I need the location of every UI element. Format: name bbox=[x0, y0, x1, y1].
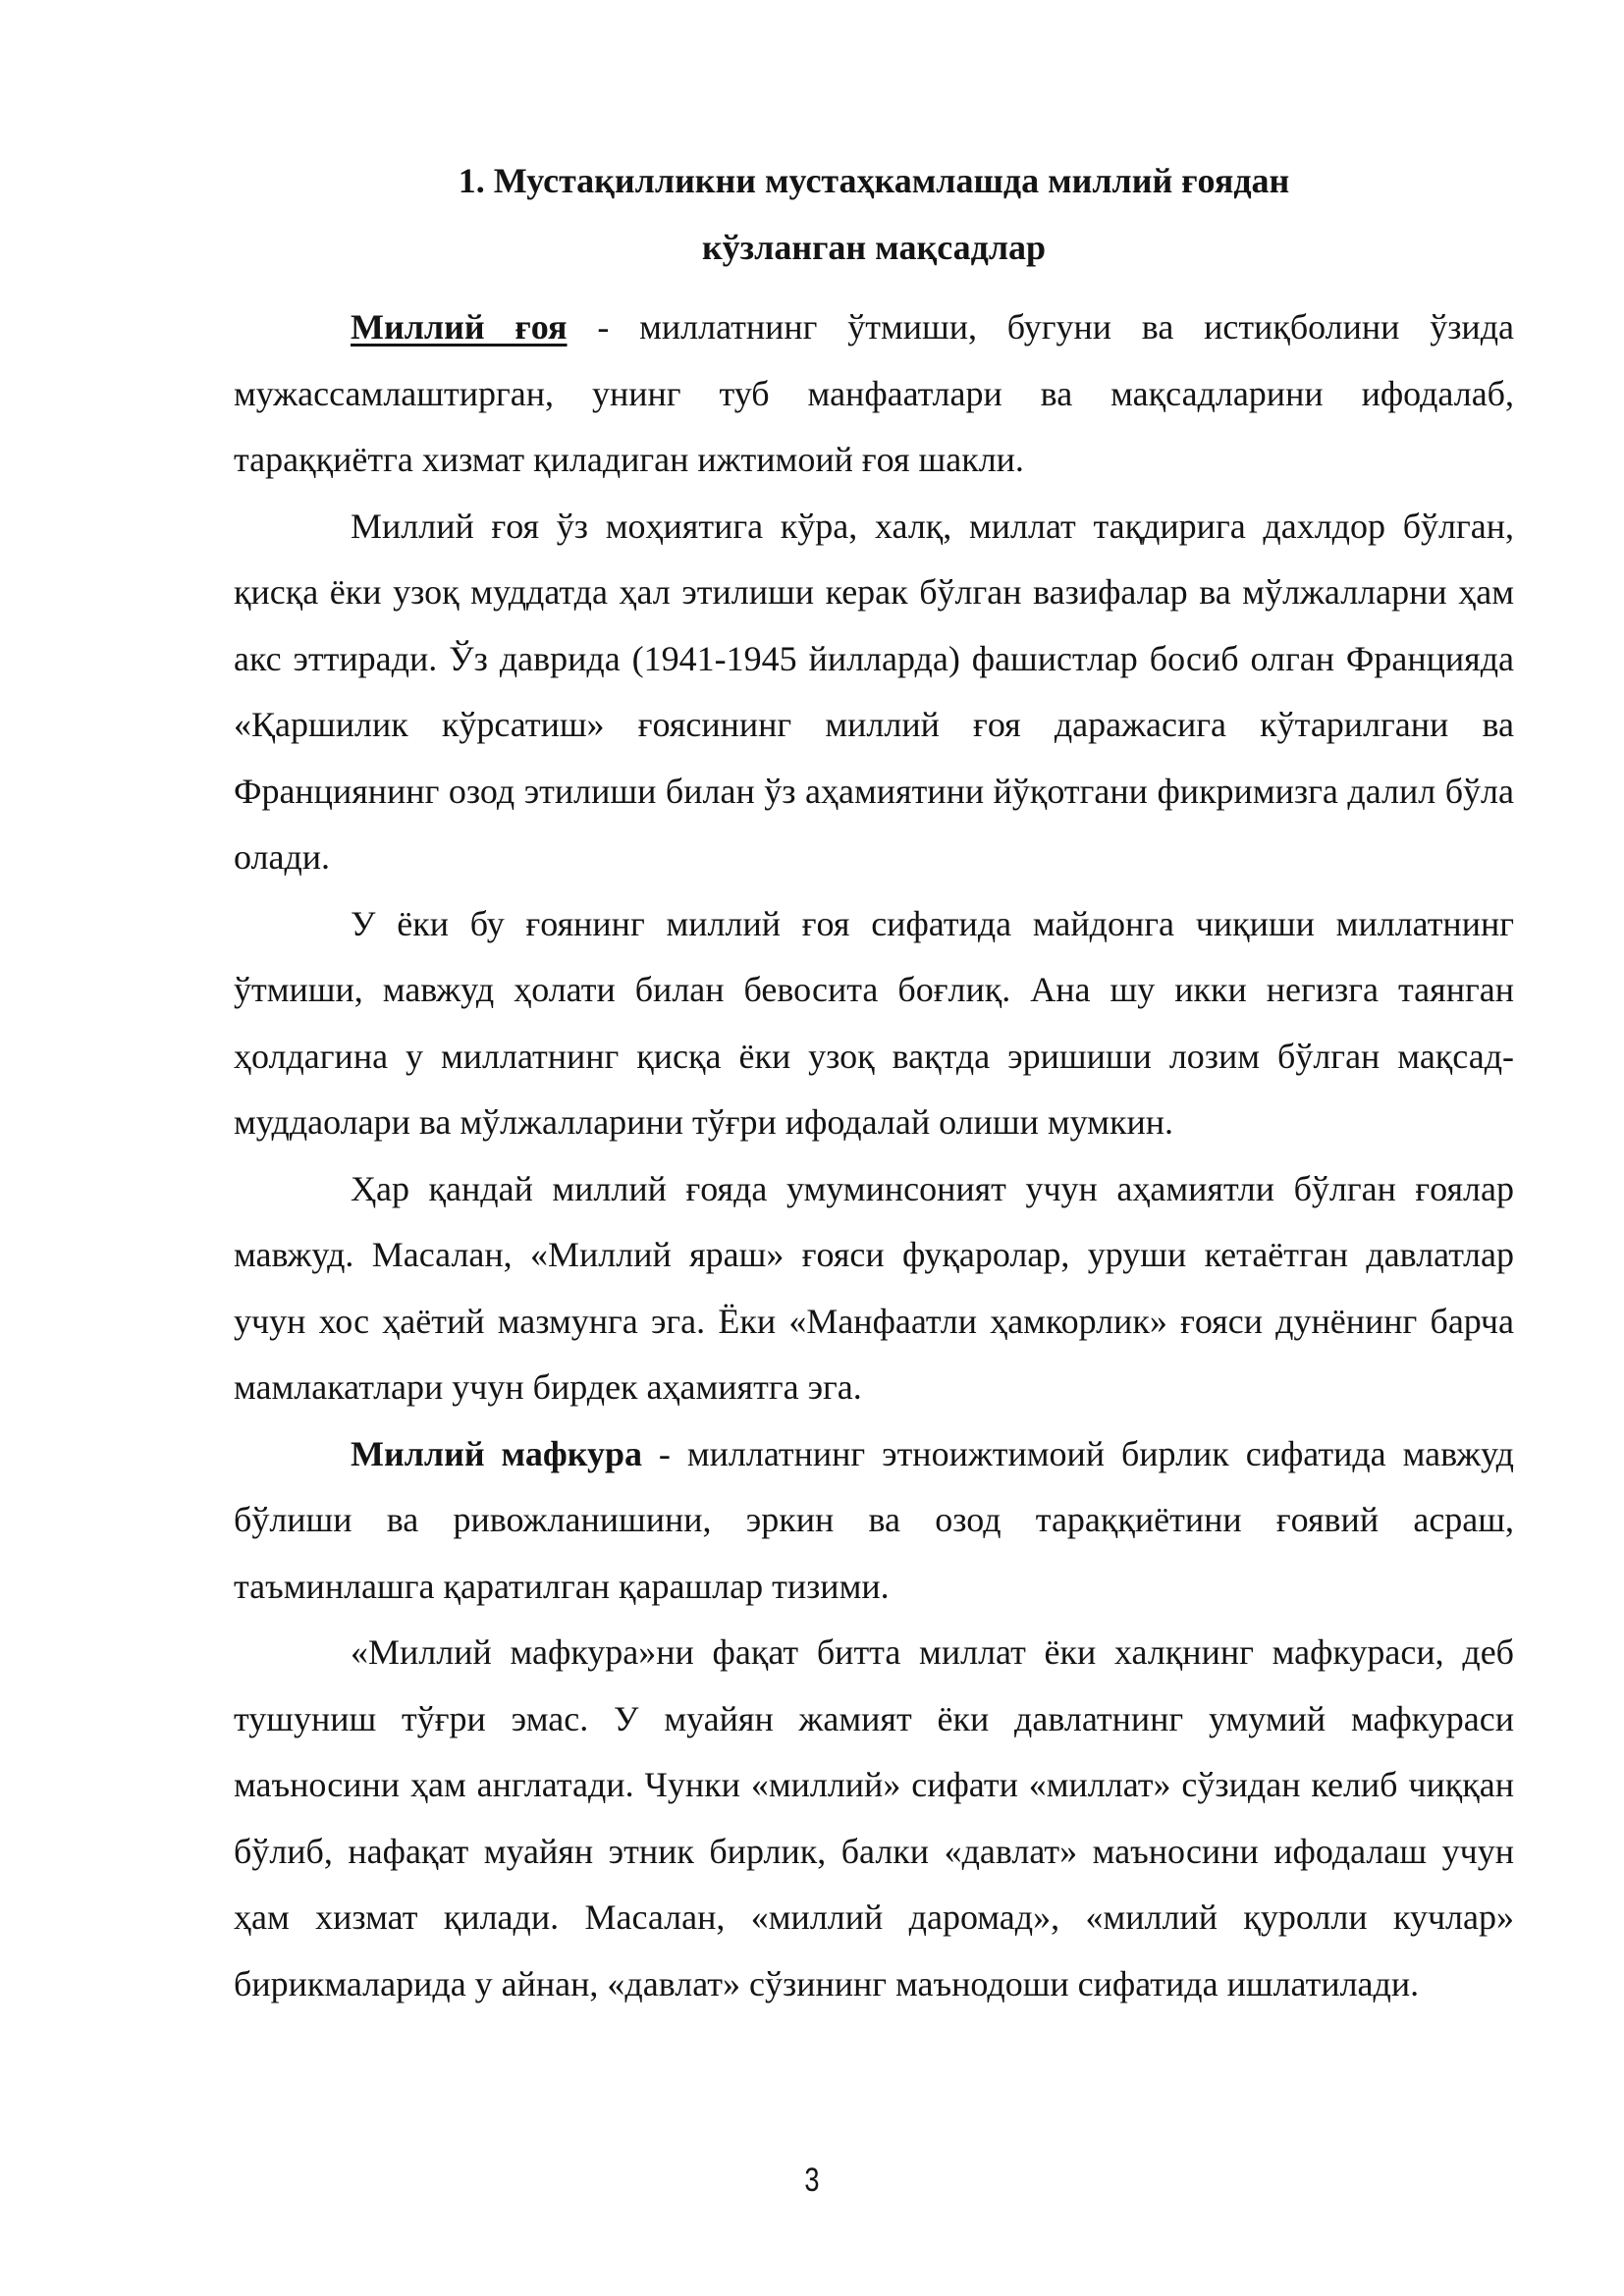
body-paragraph: У ёки бу ғоянинг миллий ғоя сифатида майдонга чиқиши миллатнинг ўтмиши, мавжуд ҳолати билан бевосита боғлиқ. Ана шу икки негизга таянган ҳолдагина у миллатнинг қисқа ёки узоқ вақтда эришиши лозим бўлган мақсад-муддаолари ва мўлжалларини тўғри ифодалай олиши мумкин. bbox=[234, 903, 1514, 1142]
definition-text: - миллатнинг этноижтимоий бирлик сифатида мавжуд бўлиши ва ривожланишини, эркин ва озод тараққиётини ғоявий асраш, таъминлашга қаратилган қарашлар тизими. bbox=[234, 1433, 1514, 1606]
definition-paragraph-national-idea bbox=[234, 294, 1514, 494]
body-paragraph: Миллий ғоя ўз моҳиятига кўра, халқ, миллат тақдирига дахлдор бўлган, қисқа ёки узоқ муддатда ҳал этилиши керак бўлган вазифалар ва мўлжалларни ҳам акс эттиради. Ўз даврида (1941-1945 йилларда) фашистлар босиб олган Францияда «Қаршилик кўрсатиш» ғоясининг миллий ғоя даражасига кўтарилгани ва Франциянинг озод этилиши билан ўз аҳамиятини йўқотгани фикримизга далил бўла олади. bbox=[234, 506, 1514, 877]
section-heading bbox=[234, 147, 1514, 281]
term-national-ideology: Миллий мафкура bbox=[351, 1433, 642, 1473]
section-heading-line-1: 1. Мустақилликни мустаҳкамлашда миллий ғоядан bbox=[458, 161, 1290, 200]
definition-text: - миллатнинг ўтмиши, бугуни ва истиқболини ўзида мужассамлаштирган, унинг туб манфаатлари ва мақсадларини ифодалаб, тараққиётга хизмат қиладиган ижтимоий ғоя шакли. bbox=[234, 307, 1514, 479]
term-national-idea: Миллий ғоя bbox=[351, 307, 568, 347]
section-heading-line-2: кўзланган мақсадлар bbox=[701, 228, 1047, 267]
body-paragraph: Ҳар қандай миллий ғояда умуминсоният учун аҳамиятли бўлган ғоялар мавжуд. Масалан, «Миллий яраш» ғояси фуқаролар, уруши кетаётган давлатлар учун хос ҳаётий мазмунга эга. Ёки «Манфаатли ҳамкорлик» ғояси дунёнинг барча мамлакатлари учун бирдек аҳамиятга эга. bbox=[234, 1168, 1514, 1407]
page-number: 3 bbox=[804, 2162, 820, 2199]
definition-paragraph-national-ideology bbox=[234, 1421, 1514, 1621]
body-paragraph: «Миллий мафкура»ни фақат битта миллат ёки халқнинг мафкураси, деб тушуниш тўғри эмас. У муайян жамият ёки давлатнинг умумий мафкураси маъносини ҳам англатади. Чунки «миллий» сифати «миллат» сўзидан келиб чиққан бўлиб, нафақат муайян этник бирлик, балки «давлат» маъносини ифодалаш учун ҳам хизмат қилади. Масалан, «миллий даромад», «миллий қуролли кучлар» бирикмаларида у айнан, «давлат» сўзининг маънодоши сифатида ишлатилади. bbox=[234, 1632, 1514, 2003]
document-page bbox=[234, 147, 1514, 2017]
